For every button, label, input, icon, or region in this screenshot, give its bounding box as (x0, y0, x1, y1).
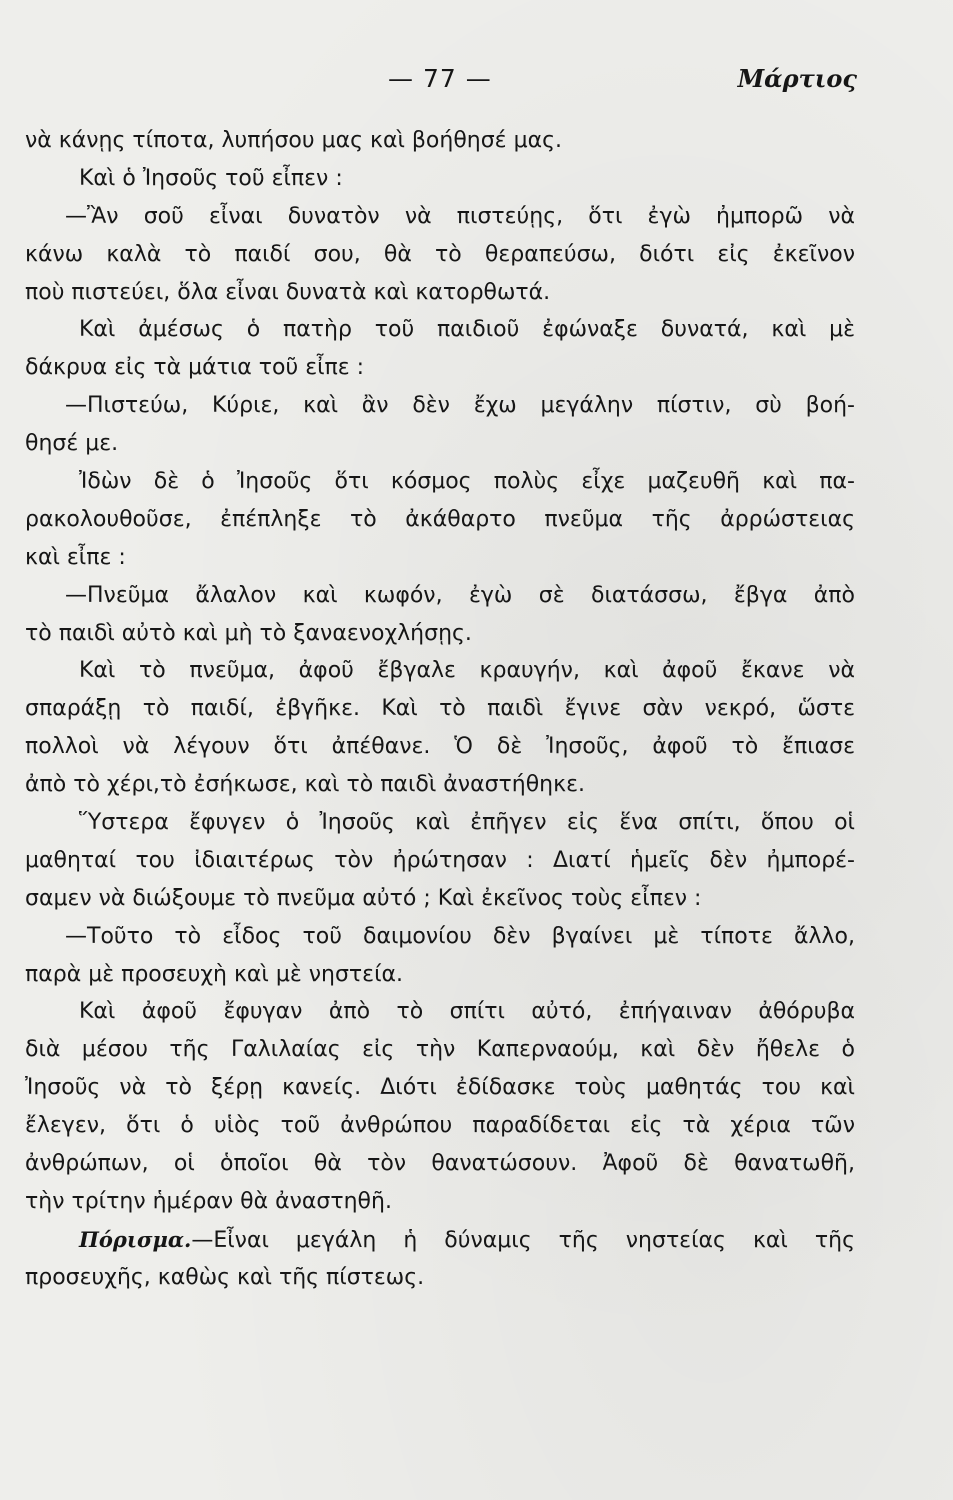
text-line: σαμεν νὰ διώξουμε τὸ πνεῦμα αὐτό ; Καὶ ἐκεῖνος τοὺς εἶπεν : (25, 885, 702, 911)
porisma-line-2: προσευχῆς, καθὼς καὶ τῆς πίστεως. (25, 1264, 425, 1290)
text-line: τὴν τρίτην ἡμέραν θὰ ἀναστηθῆ. (25, 1188, 392, 1214)
text-line: ρακολουθοῦσε, ἐπέπληξε τὸ ἀκάθαρτο πνεῦμα τῆς ἀρρώστειας (25, 506, 855, 532)
text-line: ἀπὸ τὸ χέρι,τὸ ἐσήκωσε, καὶ τὸ παιδὶ ἀναστήθηκε. (25, 772, 585, 798)
text-line: διὰ μέσου τῆς Γαλιλαίας εἰς τὴν Καπερναούμ, καὶ δὲν ἤθελε ὁ (25, 1037, 855, 1063)
text-line: Καὶ ἀφοῦ ἔφυγαν ἀπὸ τὸ σπίτι αὐτό, ἐπήγαιναν ἀθόρυβα (79, 999, 855, 1025)
text-line: δάκρυα εἰς τὰ μάτια τοῦ εἶπε : (25, 355, 365, 381)
text-line: ἀνθρώπων, οἱ ὁποῖοι θὰ τὸν θανατώσουν. Ἀφοῦ δὲ θανατωθῆ, (25, 1151, 855, 1177)
porisma-label: Πόρισμα. (79, 1226, 192, 1252)
text-line: Ἰησοῦς νὰ τὸ ξέρῃ κανείς. Διότι ἐδίδασκε τοὺς μαθητάς του καὶ (25, 1075, 855, 1101)
text-line: παρὰ μὲ προσευχὴ καὶ μὲ νηστεία. (25, 961, 404, 987)
text-line: τὸ παιδὶ αὐτὸ καὶ μὴ τὸ ξαναενοχλήσῃς. (25, 620, 472, 646)
porisma-text: —Εἶναι μεγάλη ἡ δύναμις τῆς νηστείας καὶ τῆς (191, 1227, 855, 1253)
text-line: —Τοῦτο τὸ εἶδος τοῦ δαιμονίου δὲν βγαίνει μὲ τίποτε ἄλλο, (65, 923, 855, 949)
text-line: Καὶ ὁ Ἰησοῦς τοῦ εἶπεν : (79, 165, 343, 191)
text-line: Ἰδὼν δὲ ὁ Ἰησοῦς ὅτι κόσμος πολὺς εἶχε μαζευθῆ καὶ πα- (79, 469, 855, 495)
text-line: νὰ κάνῃς τίποτα, λυπήσου μας καὶ βοήθησέ μας. (25, 128, 562, 153)
text-line: ποὺ πιστεύει, ὅλα εἶναι δυνατὰ καὶ κατορθωτά. (25, 279, 551, 305)
text-line: —Ἂν σοῦ εἶναι δυνατὸν νὰ πιστεύῃς, ὅτι ἐγὼ ἠμπορῶ νὰ (65, 203, 855, 229)
text-line: ἔλεγεν, ὅτι ὁ υἱὸς τοῦ ἀνθρώπου παραδίδεται εἰς τὰ χέρια τῶν (25, 1113, 855, 1139)
text-line: καὶ εἶπε : (25, 544, 126, 570)
body-text (25, 122, 855, 1297)
text-line: Ὕστερα ἔφυγεν ὁ Ἰησοῦς καὶ ἐπῆγεν εἰς ἕνα σπίτι, ὅπου οἱ (79, 810, 855, 836)
text-line: Καὶ ἀμέσως ὁ πατὴρ τοῦ παιδιοῦ ἐφώναξε δυνατά, καὶ μὲ (79, 317, 855, 343)
page-header (0, 64, 953, 104)
running-head: Μάρτιος (737, 64, 857, 93)
text-line: μαθηταί του ἰδιαιτέρως τὸν ἠρώτησαν : Διατί ἡμεῖς δὲν ἠμπορέ- (25, 847, 855, 873)
text-line: σπαράξῃ τὸ παιδί, ἐβγῆκε. Καὶ τὸ παιδὶ ἔγινε σὰν νεκρό, ὥστε (25, 696, 855, 722)
page-number: — 77 — (388, 64, 492, 93)
text-line: κάνω καλὰ τὸ παιδί σου, θὰ τὸ θεραπεύσω, διότι εἰς ἐκεῖνον (25, 241, 855, 267)
text-line: —Πνεῦμα ἄλαλον καὶ κωφόν, ἐγὼ σὲ διατάσσω, ἔβγα ἀπὸ (65, 582, 855, 608)
porisma-line (25, 1221, 855, 1259)
text-line: Καὶ τὸ πνεῦμα, ἀφοῦ ἔβγαλε κραυγήν, καὶ ἀφοῦ ἔκανε νὰ (79, 658, 855, 684)
text-line: θησέ με. (25, 431, 119, 457)
text-line: —Πιστεύω, Κύριε, καὶ ἂν δὲν ἔχω μεγάλην πίστιν, σὺ βοή- (65, 393, 855, 419)
text-line: πολλοὶ νὰ λέγουν ὅτι ἀπέθανε. Ὁ δὲ Ἰησοῦς, ἀφοῦ τὸ ἔπιασε (25, 734, 855, 760)
